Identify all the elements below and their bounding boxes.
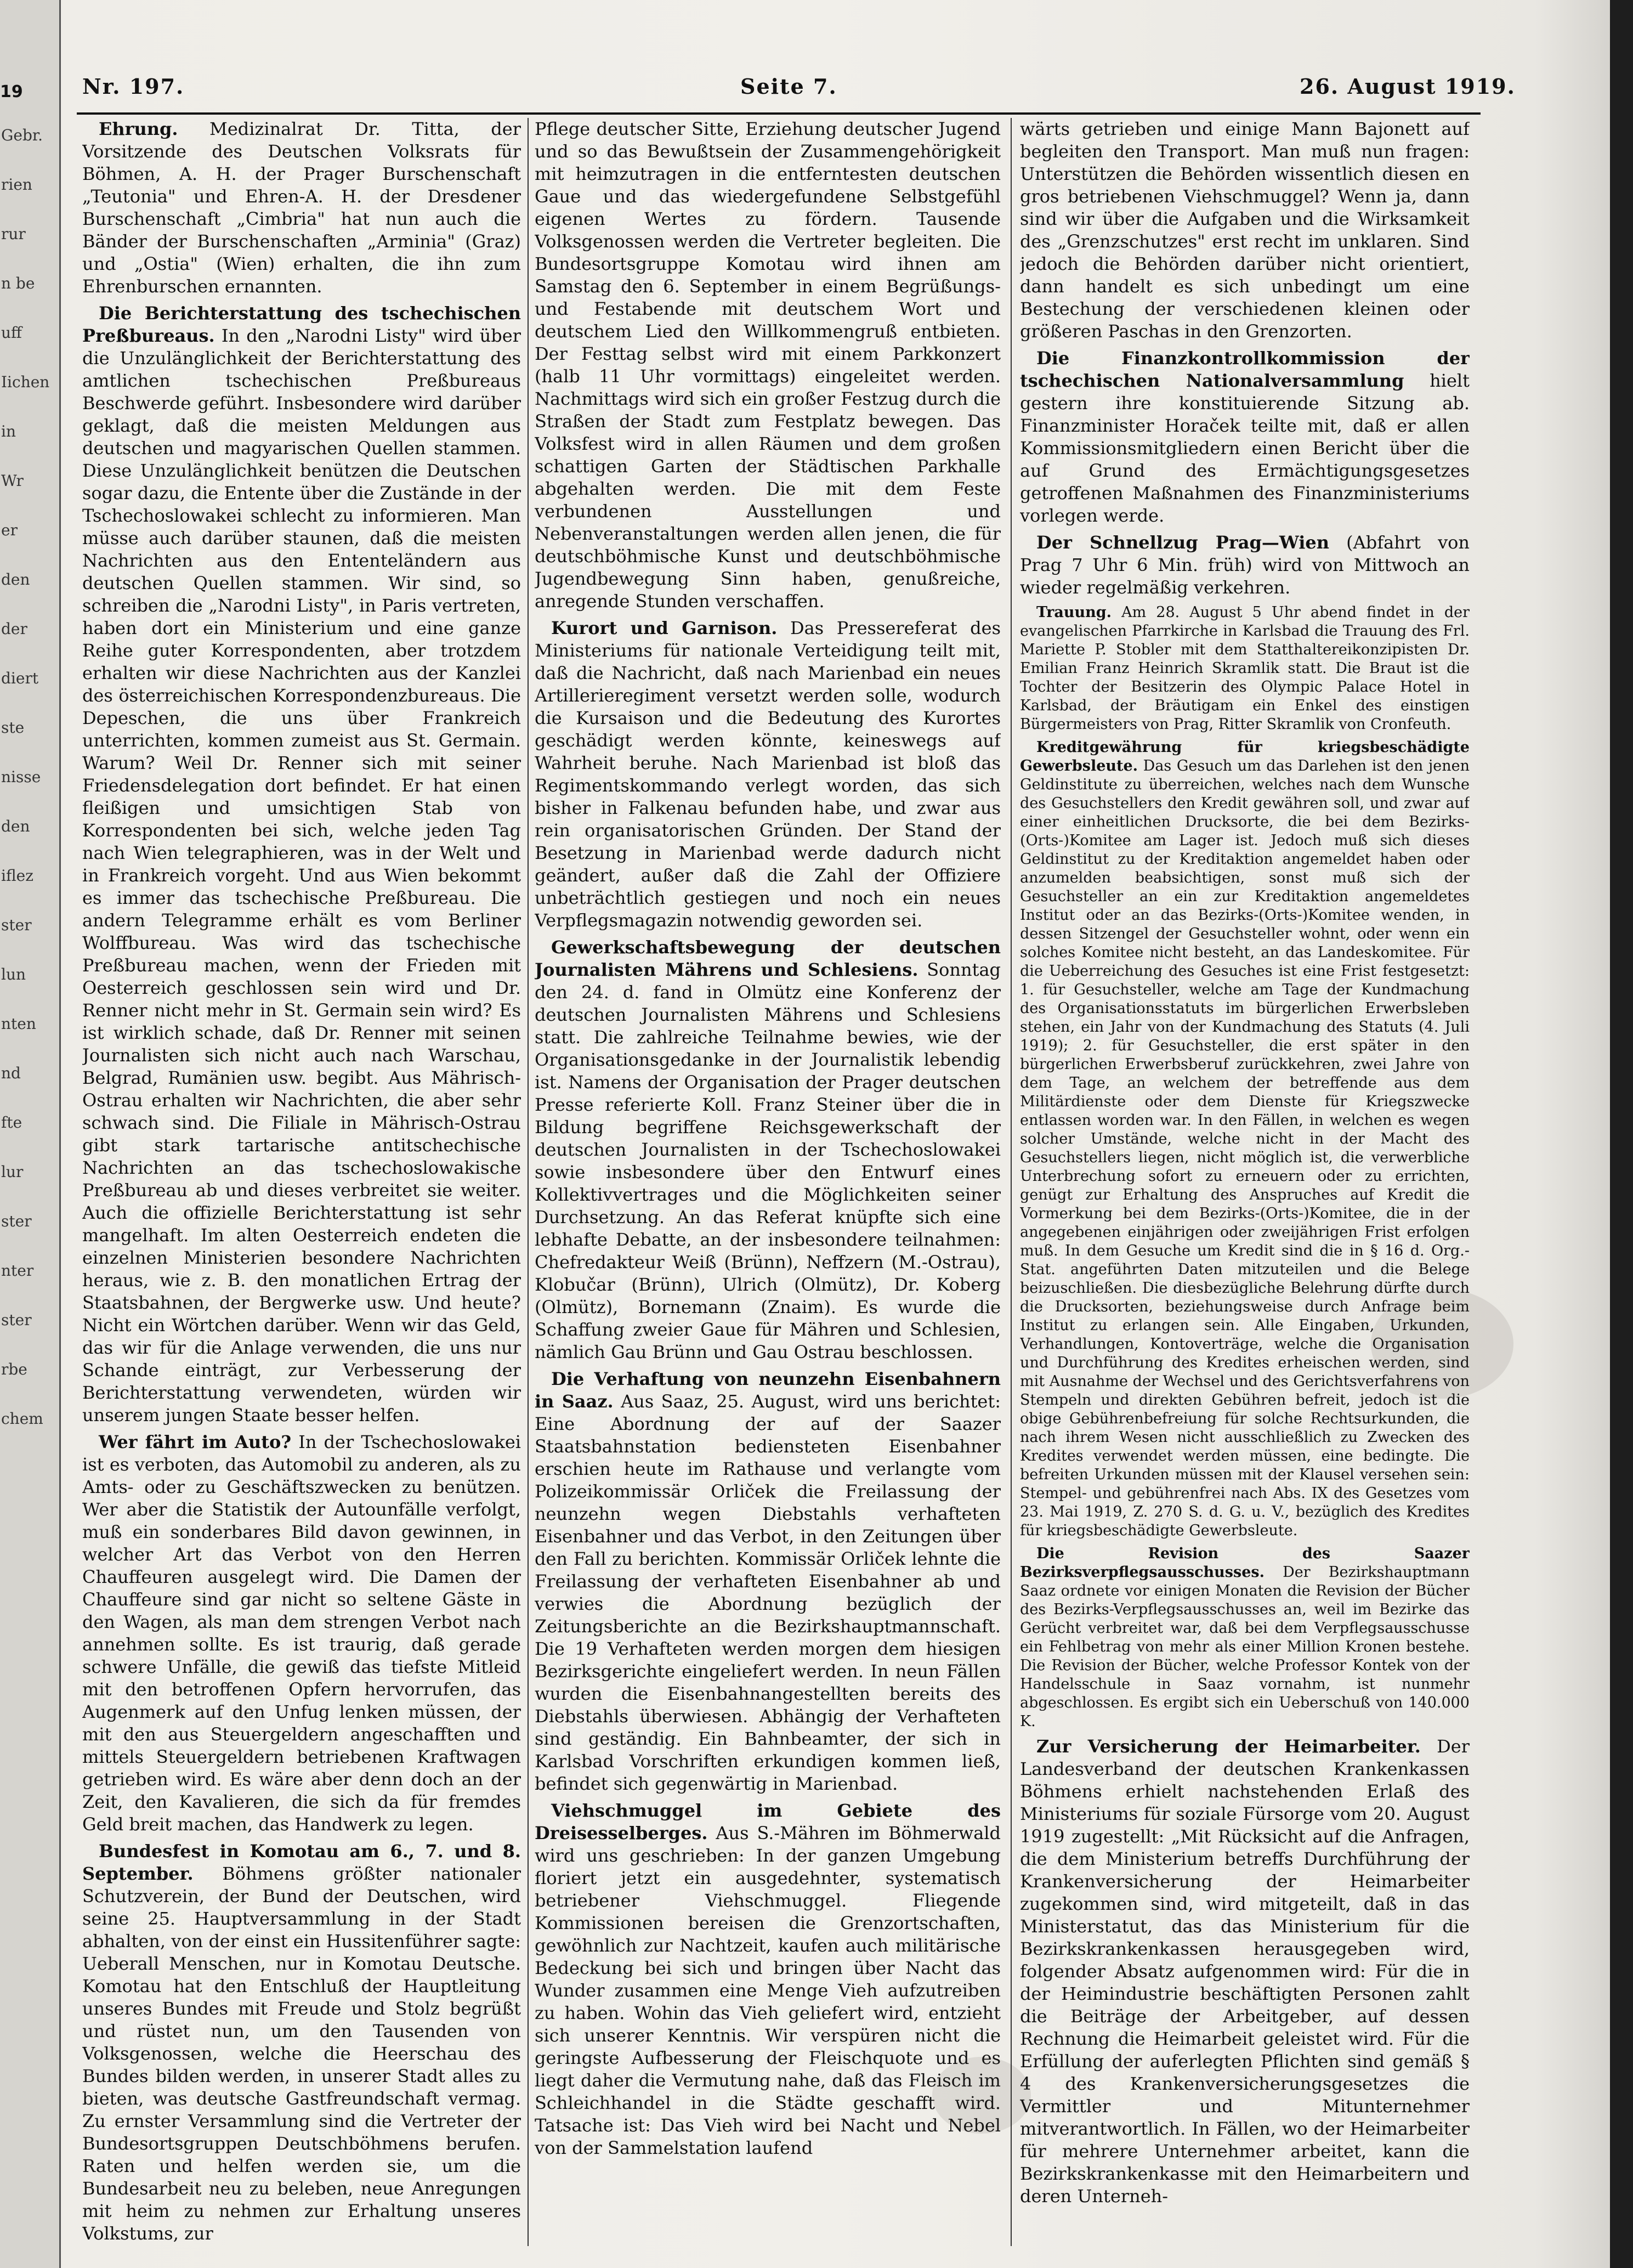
article-viehschmuggel: [535, 1800, 1001, 2159]
adjacent-page-fragment: den: [1, 817, 30, 835]
adjacent-page-fragment: fte: [1, 1113, 22, 1132]
article-heading: Die Verhaftung von neunzehn Eisenbahnern in Saaz.: [535, 1368, 1001, 1412]
article-heading: Bundesfest in Komotau am 6., 7. und 8. September.: [82, 1841, 521, 1884]
article-eisenbahner: [535, 1368, 1001, 1795]
article-heimarbeiter: [1020, 1735, 1470, 2208]
article-viehschmuggel-cont: [1020, 118, 1470, 343]
adjacent-page-fragment: nisse: [1, 768, 41, 786]
adjacent-page-fragment: ster: [1, 1212, 32, 1230]
article-heading: Trauung.: [1036, 604, 1112, 621]
adjacent-page-fragment: rien: [1, 176, 32, 194]
adjacent-page-fragment: ster: [1, 1311, 32, 1329]
article-heading: Die Berichterstattung des tschechischen Preßbureaus.: [82, 303, 521, 346]
page-edge-shadow: [1610, 0, 1633, 2268]
article-kurort: [535, 617, 1001, 932]
article-bundesfest-cont: [535, 118, 1001, 613]
article-heading: Ehrung.: [99, 118, 178, 139]
article-heading: Die Finanzkontrollkommission der tschechischen Nationalversammlung: [1020, 348, 1470, 391]
header-rule: [77, 112, 1481, 115]
article-heading: Gewerkschaftsbewegung der deutschen Journalisten Mährens und Schlesiens.: [535, 937, 1001, 980]
article-heading: Wer fährt im Auto?: [99, 1432, 292, 1452]
adjacent-page-fragment: ste: [1, 719, 25, 737]
adjacent-page-fragment: lur: [1, 1163, 24, 1181]
paper-stain: [1371, 1289, 1513, 1399]
adjacent-page-number: 19: [0, 82, 23, 101]
adjacent-page-fragment: Wr: [1, 472, 24, 490]
adjacent-page-fragment: nten: [1, 1015, 36, 1033]
adjacent-page-fragment: lun: [1, 965, 26, 983]
adjacent-page-fragment: den: [1, 570, 30, 589]
adjacent-page-fragment: nter: [1, 1262, 34, 1280]
adjacent-page-fragment: iflez: [1, 867, 33, 885]
adjacent-page-fragment: n be: [1, 274, 35, 292]
paper-stain: [932, 2057, 1031, 2134]
article-body: Pflege deutscher Sitte, Erziehung deutscher Jugend und so das Bewußtsein der Zusammengehörigkeit mit heimzutragen in die entferntesten deutschen Gaue und das wiedergefundene Selbstgefühl eigenen Wertes zu fördern. Tausende Volksgenossen werden die Vertreter begleiten. Die Bundesortsgruppe Komotau wird ihnen am Samstag den 6. September in einem Begrüßungs- und Festabende mit deutschem Wort und deutschem Lied den Willkommengruß entbieten. Der Festtag selbst wird mit einem Parkkonzert (halb 11 Uhr vormittags) eingeleitet werden. Nachmittags wird sich ein großer Festzug durch die Straßen der Stadt zum Festplatz bewegen. Das Volksfest wird in allen Räumen und dem großen schattigen Garten der Städtischen Parkhalle abgehalten werden. Die mit dem Feste verbundenen Ausstellungen und Nebenveranstaltungen werden allen jenen, die für deutschböhmische Kunst und deutschböhmische Jugendbewegung Sinn haben, genußreiche, anregende Stunden verschaffen.: [535, 118, 1001, 612]
adjacent-page-fragment: rbe: [1, 1360, 27, 1378]
article-finanzkontrolle: [1020, 347, 1470, 527]
article-body: Am 28. August 5 Uhr abend findet in der evangelischen Pfarrkirche in Karlsbad die Trauung des Frl. Mariette P. Stobler mit dem Statthaltereikonzipisten Dr. Emilian Franz Heinrich Skramlik statt. Die Braut ist die Tochter der Besitzerin des Olympic Palace Hotel in Karlsbad, der Bräutigam ein Enkel des einstigen Bürgermeisters von Prag, Ritter Skramlik von Cronfeuth.: [1020, 604, 1470, 733]
article-body: (Abfahrt von Prag 7 Uhr 6 Min. früh) wird von Mittwoch an wieder regelmäßig verkehren.: [1020, 532, 1470, 598]
article-pressbureau: [82, 302, 521, 1427]
article-body: Das Pressereferat des Ministeriums für nationale Verteidigung teilt mit, daß die Nachricht, daß nach Marienbad ein neues Artillerieregiment versetzt werden solle, wodurch die Kursaison und die Bedeutung des Kurortes geschädigt werden könnte, keineswegs auf Wahrheit beruhe. Nach Marienbad ist bloß das Regimentskommando verlegt worden, das sich bisher in Falkenau befunden habe, und zwar aus rein organisatorischen Gründen. Der Stand der Besetzung in Marienbad werde dadurch nicht geändert, außer daß die Zahl der Offiziere unbeträchtlich gestiegen und noch ein neues Verpflegsmagazin notwendig geworden sei.: [535, 618, 1001, 931]
article-bundesfest: [82, 1840, 521, 2245]
column-rule: [528, 118, 529, 2246]
page-number: Seite 7.: [740, 74, 837, 99]
article-heading: Zur Versicherung der Heimarbeiter.: [1036, 1736, 1421, 1757]
issue-date: 26. August 1919.: [1300, 74, 1516, 99]
article-journalisten: [535, 936, 1001, 1364]
article-body: wärts getrieben und einige Mann Bajonett auf begleiten den Transport. Man muß nun fragen: Unterstützen die Behörden wissentlich diesen en gros betriebenen Viehschmuggel? Wenn ja, dann sind wir über die Aufgaben und die Wirksamkeit des „Grenzschutzes" erst recht im unklaren. Sind jedoch die Behörden darüber nicht orientiert, dann handelt es sich unbedingt um eine Bestechung der verschiedenen kleinen oder größeren Paschas in den Grenzorten.: [1020, 118, 1470, 342]
adjacent-page-fragment: der: [1, 620, 27, 638]
article-body: hielt gestern ihre konstituierende Sitzung ab. Finanzminister Horaček teilte mit, daß er allen Kommissionsmitgliedern einen Bericht über die auf Grund des Ermächtigungsgesetzes getroffenen Maßnahmen des Finanzministeriums vorlegen werde.: [1020, 370, 1470, 526]
adjacent-page-fragment: nd: [1, 1064, 21, 1082]
article-body: In den „Narodni Listy" wird über die Unzulänglichkeit der Berichterstattung des amtlichen tschechischen Preßbureaus Beschwerde geführt. Insbesondere wird darüber geklagt, daß die meisten Meldungen aus deutschen und magyarischen Quellen stammen. Diese Unzulänglichkeit benützen die Deutschen sogar dazu, die Entente über die Zustände in der Tschechoslowakei schlecht zu informieren. Man müsse auch darüber staunen, daß die meisten Nachrichten aus den Ententeländern aus deutschen Quellen stammen. Wir sind, so schreiben die „Narodni Listy", in Paris vertreten, haben dort ein Ministerium und eine ganze Reihe guter Korrespondenten, aber trotzdem erhalten wir diese Nachrichten aus der Kanzlei des österreichischen Korrespondenzbureaus. Die Depeschen, die uns über Frankreich unterrichten, kommen zumeist aus St. Germain. Warum? Weil Dr. Renner sich mit seiner Friedensdelegation dort befindet. Er hat einen fleißigen und umsichtigen Stab von Korrespondenten bei sich, welche jeden Tag nach Wien telegraphieren, was in der Welt und in Frankreich vorgeht. Und aus Wien bekommt es immer das tschechische Preßbureau. Die andern Telegramme erhält es vom Berliner Wolffbureau. Was wird das tschechische Preßbureau machen, wenn der Frieden mit Oesterreich geschlossen sein wird und Dr. Renner nicht mehr in St. Germain sein wird? Es ist wirklich schade, daß Dr. Renner mit seinen Journalisten sich nicht auch nach Warschau, Belgrad, Rumänien usw. begibt. Aus Mährisch-Ostrau erhalten wir Nachrichten, die aber sehr schwach sind. Die Filiale in Mährisch-Ostrau gibt stark tartarische antitschechische Nachrichten an das tschechoslowakische Preßbureau ab und dieses verbreitet sie weiter. Auch die offizielle Berichterstattung ist sehr mangelhaft. Im alten Oesterreich endeten die einzelnen Ministerien besondere Nachrichten heraus, wie z. B. den monatlichen Ertrag der Staatsbahnen, der Bergwerke usw. Und heute? Nicht ein Wörtchen darüber. Wenn wir das Geld, das wir für die Anlage verwenden, die uns nur Schande einträgt, zur Verbesserung der Berichterstattung verwendeten, würden wir unserem jungen Staate besser helfen.: [82, 325, 521, 1426]
article-body: Der Landesverband der deutschen Krankenkassen Böhmens erhielt nachstehenden Erlaß des Ministeriums für soziale Fürsorge vom 20. August 1919 zugestellt: „Mit Rücksicht auf die Anfragen, die dem Ministerium betreffs Durchführung der Krankenversicherung der Heimarbeiter zugekommen sind, wird mitgeteilt, daß in das Ministerstatut, das das Ministerium für die Bezirkskrankenkassen herausgegeben wird, folgender Absatz aufgenommen wird: Für die in der Heimindustrie beschäftigten Personen zahlt die Beiträge der Arbeitgeber, auf dessen Rechnung die Heimarbeit geleistet wird. Für die Erfüllung der auferlegten Pflichten sind gemäß § 4 des Krankenversicherungsgesetzes die Vermittler und Mitunternehmer mitverantwortlich. In Fällen, wo der Heimarbeiter für mehrere Unternehmer arbeitet, kann die Bezirkskrankenkasse mit den Heimarbeitern und deren Unterneh-: [1020, 1736, 1470, 2207]
adjacent-page-fragment: er: [1, 521, 18, 539]
article-heading: Kurort und Garnison.: [551, 618, 778, 638]
article-body: Das Gesuch um das Darlehen ist den jenen Geldinstitute zu überreichen, welches nach dem Wunsche des Gesuchstellers den Kredit gewähren soll, und zwar auf einer einheitlichen Drucksorte, die bei dem Bezirks-(Orts-)Komitee am Lager ist. Jedoch muß sich dieses Geldinstitut zu der Kreditaktion angemeldet haben oder anzumelden beabsichtigen, sonst muß sich der Gesuchsteller an ein zur Kreditaktion angemeldetes Institut oder an das Bezirks-(Orts-)Komitee wenden, in dessen Sitzengel der Gesuchsteller wohnt, oder wenn ein solches Komitee nicht besteht, an das Landeskomitee. Für die Ueberreichung des Gesuches ist eine Frist festgesetzt: 1. für Gesuchsteller, welche am Tage der Kundmachung des Organisationsstatuts im bürgerlichen Erwerbsleben stehen, ein Jahr von der Kundmachung des Statuts (4. Juli 1919); 2. für Gesuchsteller, die erst später in den bürgerlichen Erwerbsberuf zurückkehren, zwei Jahre von dem Tage, an welchem der betreffende aus dem Militärdienste oder dem Dienste für Kriegszwecke entlassen worden war. In den Fällen, in welchen es wegen solcher Umstände, welche nicht in der Macht des Gesuchstellers liegen, nicht möglich ist, die verwerbliche Unterbrechung sofort zu erneuern oder zu errichten, genügt zur Erhaltung des Anspruches auf Kredit die Vormerkung bei dem Bezirks-(Orts-)Komitee, die in der angegebenen einjährigen oder zweijährigen Frist erfolgen muß. In dem Gesuche um Kredit sind die in § 16 d. Org.-Stat. angeführten Daten mitzuteilen und die Belege beizuschließen. Die diesbezügliche Belehrung dürfte durch die Drucksorten, beziehungsweise durch Anfrage beim Institut zu erlangen sein. Alle Eingaben, Urkunden, Verhandlungen, Kontoverträge, welche die Organisation und Durchführung des Kredites erheischen werden, sind mit Ausnahme der Wechsel und des Gerichtsverfahrens von Stempeln und direkten Gebühren befreit, jedoch ist die obige Gebührenbefreiung für solche Rechtsurkunden, die nach ihrem Wesen nicht ausschließlich zu Zwecken des Kredites verwendet werden müssen, eine bedingte. Die befreiten Urkunden müssen mit der Klausel versehen sein: Stempel- und gebührenfrei nach Abs. IX des Gesetzes vom 23. Mai 1919, Z. 270 S. d. G. u. V., bezüglich des Kredites für kriegsbeschädigte Gewerbsleute.: [1020, 757, 1470, 1539]
adjacent-page-fragment: rur: [1, 225, 26, 243]
article-ehrung: [82, 118, 521, 298]
adjacent-page-fragment: ster: [1, 916, 32, 934]
adjacent-page-fragment: chem: [1, 1410, 43, 1428]
adjacent-page-fragment: in: [1, 422, 16, 440]
article-body: Böhmens größter nationaler Schutzverein, der Bund der Deutschen, wird seine 25. Hauptversammlung in der Stadt abhalten, von der einst ein Hussitenführer sagte: Ueberall Menschen, nur in Komotau Deutsche. Komotau hat den Entschluß der Hauptleitung unseres Bundes mit Freude und Stolz begrüßt und rüstet nun, um den Tausenden von Volksgenossen, welche die Heerschau des Bundes bilden werden, in unserer Stadt alles zu bieten, was deutsche Gastfreundschaft vermag. Zu ernster Versammlung sind die Vertreter der Bundesortsgruppen Deutschböhmens berufen. Raten und helfen werden sie, um die Bundesarbeit neu zu beleben, neue Anregungen mit heim zu nehmen zur Erhaltung unseres Volkstums, zur: [82, 1863, 521, 2244]
column-1: [82, 118, 521, 2257]
article-schnellzug: [1020, 531, 1470, 599]
article-body: Sonntag den 24. d. fand in Olmütz eine Konferenz der deutschen Journalisten Mährens und Schlesiens statt. Die zahlreiche Teilnahme bewies, wie der Organisationsgedanke in der Journalistik lebendig ist. Namens der Organisation der Prager deutschen Presse referierte Koll. Franz Steiner über die in Bildung begriffene Reichsgewerkschaft der deutschen Journalisten in der Tschechoslowakei sowie insbesondere über den Entwurf eines Kollektivvertrages und die Möglichkeiten seiner Durchsetzung. An das Referat knüpfte sich eine lebhafte Debatte, an der insbesondere teilnahmen: Chefredakteur Weiß (Brünn), Neffzern (M.-Ostrau), Klobučar (Brünn), Ulrich (Olmütz), Dr. Koberg (Olmütz), Bornemann (Znaim). Es wurde die Schaffung zweier Gaue für Mähren und Schlesien, nämlich Gau Brünn und Gau Ostrau beschlossen.: [535, 959, 1001, 1362]
column-3: [1020, 118, 1470, 2257]
adjacent-page-strip: [0, 0, 61, 2268]
column-2: [535, 118, 1001, 2257]
article-revision: [1020, 1545, 1470, 1731]
article-heading: Kreditgewährung für kriegsbeschädigte Gewerbsleute.: [1020, 739, 1470, 774]
adjacent-page-fragment: Gebr.: [1, 126, 43, 144]
article-heading: Die Revision des Saazer Bezirksverpflegsausschusses.: [1020, 1545, 1470, 1581]
adjacent-page-fragment: Iichen: [1, 373, 50, 391]
article-kreditgewaehrung: [1020, 738, 1470, 1540]
article-body: Medizinalrat Dr. Titta, der Vorsitzende des Deutschen Volksrats für Böhmen, A. H. der Prager Burschenschaft „Teutonia" und Ehren-A. H. der Dresdener Burschenschaft „Cimbria" hat nun auch die Bänder der Burschenschaften „Arminia" (Graz) und „Ostia" (Wien) erhalten, die ihn zum Ehrenburschen ernannten.: [82, 118, 521, 297]
article-trauung: [1020, 603, 1470, 734]
adjacent-page-fragment: diert: [1, 669, 39, 687]
article-heading: Der Schnellzug Prag—Wien: [1036, 532, 1329, 553]
article-body: Aus S.-Mähren im Böhmerwald wird uns geschrieben: In der ganzen Umgebung floriert jetzt ein ausgedehnter, systematisch betriebener Viehschmuggel. Fliegende Kommissionen bereisen die Grenzortschaften, gewöhnlich zur Nachtzeit, kaufen auch militärische Bedeckung bei sich und bringen über Nacht das Wunder zusammen eine Menge Vieh aufzutreiben zu haben. Wohin das Vieh geliefert wird, entzieht sich unserer Kenntnis. Wir verspüren nicht die geringste Aufbesserung der Fleischquote und es liegt daher die Vermutung nahe, daß das Fleisch im Schleichhandel in die Städte geschafft wird. Tatsache ist: Das Vieh wird bei Nacht und Nebel von der Sammelstation laufend: [535, 1823, 1001, 2158]
adjacent-page-fragment: uff: [1, 324, 22, 342]
article-body: Aus Saaz, 25. August, wird uns berichtet: Eine Abordnung der auf der Saazer Staatsbahnstation bediensteten Eisenbahner erschien heute im Rathause und verlangte vom Polizeikommissär Orliček die Freilassung der neunzehn wegen Diebstahls verhafteten Eisenbahner und das Verbot, in den Zeitungen über den Fall zu berichten. Kommissär Orliček lehnte die Freilassung der verhafteten Eisenbahner ab und verwies die Abordnung bezüglich der Zeitungsberichte an die Bezirkshauptmannschaft. Die 19 Verhafteten werden morgen dem hiesigen Bezirksgerichte eingeliefert werden. In neun Fällen wurden die Eisenbahnangestellten bereits des Diebstahls überwiesen. Abhängig der Verhafteten sind geständig. Ein Bahnbeamter, der sich in Karlsbad Vorschriften erkundigen kommen ließ, befindet sich gegenwärtig in Marienbad.: [535, 1391, 1001, 1794]
article-body: Der Bezirkshauptmann Saaz ordnete vor einigen Monaten die Revision der Bücher des Bezirks-Verpflegsausschusses an, weil im Bezirke das Gerücht verbreitet war, daß bei dem Verpflegsausschusse ein Fehlbetrag von mehr als einer Million Kronen bestehe. Die Revision der Bücher, welche Professor Kontek von der Handelsschule in Saaz vornahm, ist nunmehr abgeschlossen. Es ergibt sich ein Ueberschuß von 140.000 K.: [1020, 1564, 1470, 1730]
article-body: In der Tschechoslowakei ist es verboten, das Automobil zu anderen, als zu Amts- oder zu Geschäftszwecken zu benützen. Wer aber die Statistik der Autounfälle verfolgt, muß ein sonderbares Bild davon gewinnen, in welcher Art das Verbot von den Herren Chauffeuren ausgelegt wird. Die Damen der Chauffeure sind gar nicht so seltene Gäste in den Wagen, als man dem strengen Verbot nach annehmen sollte. Es ist traurig, daß gerade schwere Unfälle, die gewiß das tiefste Mitleid mit den betroffenen Opfern hervorrufen, das Augenmerk auf den Unfug lenken müssen, der mit den aus Steuergeldern angeschafften und mittels Steuergeldern betriebenen Kraftwagen getrieben wird. Es wäre aber denn doch an der Zeit, den Kavalieren, die sich da für fremdes Geld breit machen, das Handwerk zu legen.: [82, 1432, 521, 1835]
article-heading: Viehschmuggel im Gebiete des Dreisesselberges.: [535, 1800, 1001, 1843]
column-rule: [1011, 118, 1012, 2246]
article-auto: [82, 1431, 521, 1836]
issue-number: Nr. 197.: [82, 74, 185, 99]
